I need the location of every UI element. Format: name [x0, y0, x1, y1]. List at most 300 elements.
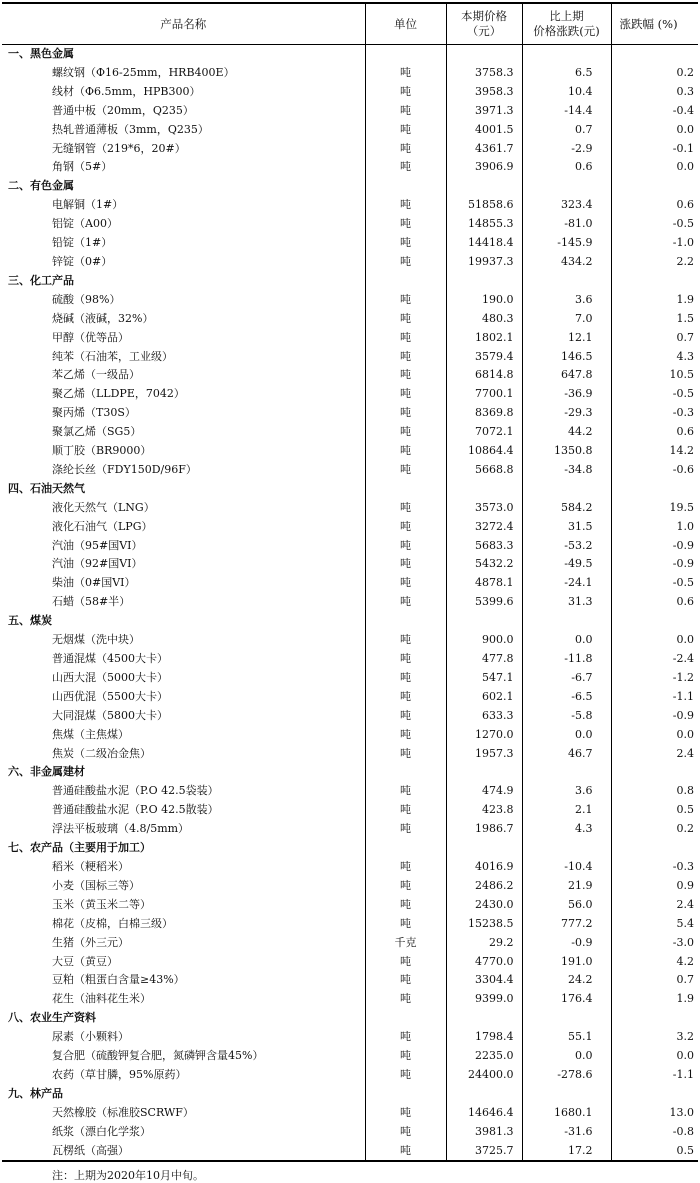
unit-cell: 吨	[365, 971, 446, 990]
category-row	[2, 1009, 698, 1028]
unit-cell: 吨	[365, 140, 446, 159]
change-percent-cell: 1.9	[611, 291, 698, 310]
unit-cell: 吨	[365, 745, 446, 764]
table-row	[2, 1142, 698, 1162]
current-price-cell: 19937.3	[446, 253, 522, 272]
current-price-cell: 15238.5	[446, 915, 522, 934]
unit-cell: 吨	[365, 537, 446, 556]
empty-cell	[611, 272, 698, 291]
table-row	[2, 385, 698, 404]
empty-cell	[522, 763, 611, 782]
unit-cell: 吨	[365, 1104, 446, 1123]
change-percent-cell: -1.2	[611, 669, 698, 688]
unit-cell: 吨	[365, 574, 446, 593]
header-unit: 单位	[365, 3, 446, 45]
empty-cell	[446, 839, 522, 858]
product-name-cell: 纯苯（石油苯，工业级）	[52, 349, 173, 363]
price-change-cell: -278.6	[522, 1066, 611, 1085]
price-change-cell: 0.0	[522, 631, 611, 650]
category-row	[2, 272, 698, 291]
current-price-cell: 7072.1	[446, 423, 522, 442]
change-percent-cell: 0.6	[611, 196, 698, 215]
current-price-cell: 10864.4	[446, 442, 522, 461]
empty-cell	[446, 45, 522, 64]
table-row	[2, 1123, 698, 1142]
empty-cell	[611, 480, 698, 499]
current-price-cell: 190.0	[446, 291, 522, 310]
price-change-cell: 44.2	[522, 423, 611, 442]
price-change-cell: 1350.8	[522, 442, 611, 461]
price-change-cell: 12.1	[522, 329, 611, 348]
current-price-cell: 477.8	[446, 650, 522, 669]
table-row	[2, 1066, 698, 1085]
price-change-cell: 584.2	[522, 499, 611, 518]
product-name-cell: 热轧普通薄板（3mm，Q235）	[52, 122, 209, 136]
product-name-cell: 汽油（92#国VI）	[52, 557, 143, 571]
unit-cell: 吨	[365, 915, 446, 934]
table-row	[2, 990, 698, 1009]
current-price-cell: 3971.3	[446, 102, 522, 121]
current-price-cell: 5399.6	[446, 593, 522, 612]
table-row	[2, 631, 698, 650]
product-name-cell: 尿素（小颗料）	[52, 1030, 129, 1044]
category-row	[2, 839, 698, 858]
table-row	[2, 537, 698, 556]
table-row	[2, 366, 698, 385]
price-change-cell: 323.4	[522, 196, 611, 215]
change-percent-cell: 14.2	[611, 442, 698, 461]
empty-cell	[522, 1009, 611, 1028]
product-name-cell: 稻米（粳稻米）	[52, 859, 129, 873]
empty-cell	[365, 177, 446, 196]
table-row	[2, 650, 698, 669]
empty-cell	[522, 480, 611, 499]
empty-cell	[365, 45, 446, 64]
current-price-cell: 3272.4	[446, 518, 522, 537]
category-row	[2, 177, 698, 196]
table-row	[2, 518, 698, 537]
current-price-cell: 3981.3	[446, 1123, 522, 1142]
change-percent-cell: -0.1	[611, 140, 698, 159]
change-percent-cell: 0.3	[611, 83, 698, 102]
change-percent-cell: 0.0	[611, 121, 698, 140]
change-percent-cell: 4.2	[611, 953, 698, 972]
price-change-cell: 55.1	[522, 1028, 611, 1047]
product-name-cell: 无缝钢管（219*6，20#）	[52, 141, 186, 155]
price-change-cell: -29.3	[522, 404, 611, 423]
current-price-cell: 4001.5	[446, 121, 522, 140]
empty-cell	[446, 1009, 522, 1028]
current-price-cell: 4016.9	[446, 858, 522, 877]
change-percent-cell: 2.2	[611, 253, 698, 272]
price-change-cell: -81.0	[522, 215, 611, 234]
price-change-cell: 146.5	[522, 348, 611, 367]
product-name-cell: 小麦（国标三等）	[52, 878, 140, 892]
table-row	[2, 934, 698, 953]
empty-cell	[446, 177, 522, 196]
price-change-cell: 46.7	[522, 745, 611, 764]
header-current-price-line1: 本期价格	[461, 9, 507, 23]
current-price-cell: 3304.4	[446, 971, 522, 990]
product-name-cell: 大同混煤（5800大卡）	[52, 708, 168, 722]
price-change-cell: 17.2	[522, 1142, 611, 1162]
unit-cell: 吨	[365, 650, 446, 669]
current-price-cell: 3758.3	[446, 64, 522, 83]
product-name-cell: 山西大混（5000大卡）	[52, 670, 168, 684]
product-name-cell: 花生（油料花生米）	[52, 992, 151, 1006]
category-row	[2, 612, 698, 631]
price-change-cell: -53.2	[522, 537, 611, 556]
change-percent-cell: 0.6	[611, 423, 698, 442]
product-name-cell: 铅锭（1#）	[52, 236, 113, 250]
empty-cell	[522, 272, 611, 291]
product-name-cell: 汽油（95#国VI）	[52, 538, 143, 552]
footnote: 注：上期为2020年10月中旬。	[52, 1169, 204, 1183]
category-row	[2, 45, 698, 64]
table-row	[2, 688, 698, 707]
price-change-cell: -6.7	[522, 669, 611, 688]
product-name-cell: 天然橡胶（标准胶SCRWF）	[52, 1105, 194, 1119]
unit-cell: 吨	[365, 102, 446, 121]
product-name-cell: 纸浆（漂白化学浆）	[52, 1124, 151, 1138]
product-name-cell: 涤纶长丝（FDY150D/96F）	[52, 462, 197, 476]
header-change-percent: 涨跌幅 (%)	[611, 3, 698, 45]
price-change-cell: 7.0	[522, 310, 611, 329]
price-change-cell: 0.0	[522, 726, 611, 745]
price-change-cell: 0.6	[522, 158, 611, 177]
change-percent-cell: -0.9	[611, 555, 698, 574]
header-current-price	[446, 3, 522, 45]
unit-cell: 吨	[365, 366, 446, 385]
category-title: 四、石油天然气	[8, 481, 85, 495]
price-change-cell: 647.8	[522, 366, 611, 385]
unit-cell: 吨	[365, 631, 446, 650]
table-row	[2, 574, 698, 593]
empty-cell	[611, 1085, 698, 1104]
empty-cell	[365, 612, 446, 631]
change-percent-cell: -0.3	[611, 404, 698, 423]
change-percent-cell: 1.5	[611, 310, 698, 329]
price-change-cell: -31.6	[522, 1123, 611, 1142]
empty-cell	[365, 272, 446, 291]
current-price-cell: 24400.0	[446, 1066, 522, 1085]
change-percent-cell: -0.9	[611, 707, 698, 726]
price-change-cell: 31.3	[522, 593, 611, 612]
table-row	[2, 196, 698, 215]
category-title: 五、煤炭	[8, 614, 52, 628]
unit-cell: 吨	[365, 442, 446, 461]
product-name-cell: 液化天然气（LNG）	[52, 500, 155, 514]
price-change-cell: -34.8	[522, 461, 611, 480]
product-name-cell: 硫酸（98%）	[52, 292, 121, 306]
change-percent-cell: 0.0	[611, 726, 698, 745]
unit-cell: 吨	[365, 423, 446, 442]
price-change-cell: 176.4	[522, 990, 611, 1009]
table-row	[2, 102, 698, 121]
unit-cell: 吨	[365, 1123, 446, 1142]
current-price-cell: 423.8	[446, 801, 522, 820]
price-table	[2, 2, 698, 1162]
change-percent-cell: -0.6	[611, 461, 698, 480]
unit-cell: 千克	[365, 934, 446, 953]
current-price-cell: 6814.8	[446, 366, 522, 385]
change-percent-cell: -1.0	[611, 234, 698, 253]
empty-cell	[446, 272, 522, 291]
current-price-cell: 1957.3	[446, 745, 522, 764]
change-percent-cell: -0.5	[611, 385, 698, 404]
empty-cell	[365, 480, 446, 499]
current-price-cell: 474.9	[446, 782, 522, 801]
current-price-cell: 1986.7	[446, 820, 522, 839]
table-row	[2, 499, 698, 518]
unit-cell: 吨	[365, 1028, 446, 1047]
price-change-cell: -5.8	[522, 707, 611, 726]
price-change-cell: -6.5	[522, 688, 611, 707]
table-row	[2, 158, 698, 177]
empty-cell	[365, 1085, 446, 1104]
change-percent-cell: -3.0	[611, 934, 698, 953]
change-percent-cell: -0.5	[611, 574, 698, 593]
change-percent-cell: 0.5	[611, 1142, 698, 1162]
product-name-cell: 大豆（黄豆）	[52, 954, 118, 968]
change-percent-cell: 0.5	[611, 801, 698, 820]
change-percent-cell: -0.4	[611, 102, 698, 121]
table-row	[2, 1028, 698, 1047]
product-name-cell: 聚丙烯（T30S）	[52, 406, 136, 420]
header-current-price-line2: （元）	[466, 24, 502, 38]
table-row	[2, 64, 698, 83]
product-name-cell: 烧碱（液碱，32%）	[52, 311, 154, 325]
change-percent-cell: 5.4	[611, 915, 698, 934]
table-row	[2, 253, 698, 272]
empty-cell	[522, 839, 611, 858]
price-change-cell: 24.2	[522, 971, 611, 990]
empty-cell	[365, 839, 446, 858]
product-name-cell: 顺丁胶（BR9000）	[52, 444, 152, 458]
product-name-cell: 焦炭（二级冶金焦）	[52, 746, 151, 760]
empty-cell	[522, 177, 611, 196]
empty-cell	[522, 1085, 611, 1104]
product-name-cell: 柴油（0#国VI）	[52, 576, 136, 590]
unit-cell: 吨	[365, 83, 446, 102]
current-price-cell: 14855.3	[446, 215, 522, 234]
product-name-cell: 普通混煤（4500大卡）	[52, 652, 168, 665]
empty-cell	[611, 177, 698, 196]
table-row	[2, 310, 698, 329]
change-percent-cell: -0.9	[611, 537, 698, 556]
product-name-cell: 复合肥（硫酸钾复合肥，氮磷钾含量45%）	[52, 1049, 264, 1063]
change-percent-cell: 0.2	[611, 64, 698, 83]
product-name-cell: 角钢（5#）	[52, 160, 113, 174]
product-name-cell: 普通硅酸盐水泥（P.O 42.5散装）	[52, 803, 219, 817]
table-header-row	[2, 3, 698, 45]
product-name-cell: 普通中板（20mm，Q235）	[52, 103, 194, 117]
current-price-cell: 4770.0	[446, 953, 522, 972]
current-price-cell: 1802.1	[446, 329, 522, 348]
price-change-cell: -24.1	[522, 574, 611, 593]
unit-cell: 吨	[365, 1066, 446, 1085]
unit-cell: 吨	[365, 499, 446, 518]
empty-cell	[611, 763, 698, 782]
unit-cell: 吨	[365, 896, 446, 915]
price-change-cell: 31.5	[522, 518, 611, 537]
product-name-cell: 电解铜（1#）	[52, 198, 124, 212]
unit-cell: 吨	[365, 385, 446, 404]
unit-cell: 吨	[365, 877, 446, 896]
change-percent-cell: -1.1	[611, 688, 698, 707]
current-price-cell: 5683.3	[446, 537, 522, 556]
unit-cell: 吨	[365, 253, 446, 272]
table-row	[2, 121, 698, 140]
unit-cell: 吨	[365, 1142, 446, 1162]
product-name-cell: 聚氯乙烯（SG5）	[52, 425, 142, 439]
price-change-cell: 56.0	[522, 896, 611, 915]
category-title: 六、非金属建材	[8, 765, 85, 779]
product-name-cell: 玉米（黄玉米二等）	[52, 897, 151, 911]
table-row	[2, 442, 698, 461]
unit-cell: 吨	[365, 593, 446, 612]
change-percent-cell: -0.8	[611, 1123, 698, 1142]
current-price-cell: 547.1	[446, 669, 522, 688]
price-change-cell: -10.4	[522, 858, 611, 877]
unit-cell: 吨	[365, 461, 446, 480]
table-row	[2, 745, 698, 764]
unit-cell: 吨	[365, 707, 446, 726]
table-row	[2, 820, 698, 839]
change-percent-cell: 3.2	[611, 1028, 698, 1047]
current-price-cell: 4361.7	[446, 140, 522, 159]
table-row	[2, 1104, 698, 1123]
current-price-cell: 3573.0	[446, 499, 522, 518]
empty-cell	[446, 763, 522, 782]
table-row	[2, 348, 698, 367]
price-change-cell: 3.6	[522, 782, 611, 801]
change-percent-cell: 1.0	[611, 518, 698, 537]
unit-cell: 吨	[365, 121, 446, 140]
unit-cell: 吨	[365, 726, 446, 745]
current-price-cell: 3906.9	[446, 158, 522, 177]
unit-cell: 吨	[365, 215, 446, 234]
price-change-cell: -49.5	[522, 555, 611, 574]
unit-cell: 吨	[365, 158, 446, 177]
current-price-cell: 3725.7	[446, 1142, 522, 1162]
current-price-cell: 2486.2	[446, 877, 522, 896]
unit-cell: 吨	[365, 329, 446, 348]
change-percent-cell: 0.0	[611, 1047, 698, 1066]
empty-cell	[365, 763, 446, 782]
price-document	[2, 2, 698, 1183]
table-row	[2, 782, 698, 801]
table-row	[2, 953, 698, 972]
price-change-cell: 777.2	[522, 915, 611, 934]
table-row	[2, 215, 698, 234]
change-percent-cell: -1.1	[611, 1066, 698, 1085]
current-price-cell: 14418.4	[446, 234, 522, 253]
unit-cell: 吨	[365, 310, 446, 329]
empty-cell	[446, 480, 522, 499]
product-name-cell: 瓦楞纸（高强）	[2, 1142, 365, 1162]
current-price-cell: 480.3	[446, 310, 522, 329]
product-name-cell: 螺纹钢（Φ16-25mm，HRB400E）	[52, 65, 235, 79]
category-title: 八、农业生产资料	[8, 1011, 96, 1025]
product-name-cell: 苯乙烯（一级品）	[52, 368, 140, 382]
unit-cell: 吨	[365, 234, 446, 253]
price-change-cell: 0.7	[522, 121, 611, 140]
table-row	[2, 555, 698, 574]
unit-cell: 吨	[365, 196, 446, 215]
current-price-cell: 14646.4	[446, 1104, 522, 1123]
empty-cell	[611, 45, 698, 64]
product-name-cell: 线材（Φ6.5mm，HPB300）	[52, 84, 201, 98]
table-row	[2, 877, 698, 896]
product-name-cell: 浮法平板玻璃（4.8/5mm）	[52, 822, 190, 836]
table-row	[2, 707, 698, 726]
table-row	[2, 726, 698, 745]
current-price-cell: 3958.3	[446, 83, 522, 102]
product-name-cell: 石蜡（58#半）	[52, 595, 131, 609]
category-title: 九、林产品	[8, 1086, 63, 1100]
empty-cell	[611, 839, 698, 858]
table-row	[2, 423, 698, 442]
table-row	[2, 669, 698, 688]
category-title: 七、农产品（主要用于加工）	[8, 841, 151, 855]
price-change-cell: -2.9	[522, 140, 611, 159]
price-change-cell: 0.0	[522, 1047, 611, 1066]
change-percent-cell: 0.2	[611, 820, 698, 839]
table-row	[2, 915, 698, 934]
category-title: 二、有色金属	[8, 179, 74, 193]
change-percent-cell: 1.9	[611, 990, 698, 1009]
header-price-change-line2: 价格涨跌(元)	[533, 24, 600, 38]
unit-cell: 吨	[365, 990, 446, 1009]
price-change-cell: 10.4	[522, 83, 611, 102]
table-row	[2, 404, 698, 423]
change-percent-cell: 13.0	[611, 1104, 698, 1123]
product-name-cell: 豆粕（粗蛋白含量≥43%）	[52, 973, 185, 987]
current-price-cell: 7700.1	[446, 385, 522, 404]
change-percent-cell: 0.7	[611, 329, 698, 348]
header-product-name: 产品名称	[2, 3, 365, 45]
product-name-cell: 农药（草甘膦，95%原药）	[52, 1067, 187, 1081]
product-name-cell: 无烟煤（洗中块）	[52, 633, 140, 647]
current-price-cell: 900.0	[446, 631, 522, 650]
product-name-cell: 山西优混（5500大卡）	[52, 689, 168, 703]
table-row	[2, 1047, 698, 1066]
product-name-cell: 普通硅酸盐水泥（P.O 42.5袋装）	[52, 784, 219, 798]
unit-cell: 吨	[365, 555, 446, 574]
unit-cell: 吨	[365, 858, 446, 877]
price-change-cell: -11.8	[522, 650, 611, 669]
change-percent-cell: 4.3	[611, 348, 698, 367]
product-name-cell: 棉花（皮棉，白棉三级）	[52, 916, 173, 930]
price-change-cell: 434.2	[522, 253, 611, 272]
current-price-cell: 602.1	[446, 688, 522, 707]
current-price-cell: 2430.0	[446, 896, 522, 915]
product-name-cell: 焦煤（主焦煤）	[52, 727, 129, 741]
price-change-cell: 191.0	[522, 953, 611, 972]
header-price-change	[522, 3, 611, 45]
current-price-cell: 1798.4	[446, 1028, 522, 1047]
table-row	[2, 896, 698, 915]
table-row	[2, 858, 698, 877]
change-percent-cell: 0.0	[611, 631, 698, 650]
table-row	[2, 801, 698, 820]
unit-cell: 吨	[365, 669, 446, 688]
empty-cell	[522, 612, 611, 631]
current-price-cell: 5668.8	[446, 461, 522, 480]
unit-cell: 吨	[365, 518, 446, 537]
product-name-cell: 铝锭（A00）	[52, 217, 118, 231]
